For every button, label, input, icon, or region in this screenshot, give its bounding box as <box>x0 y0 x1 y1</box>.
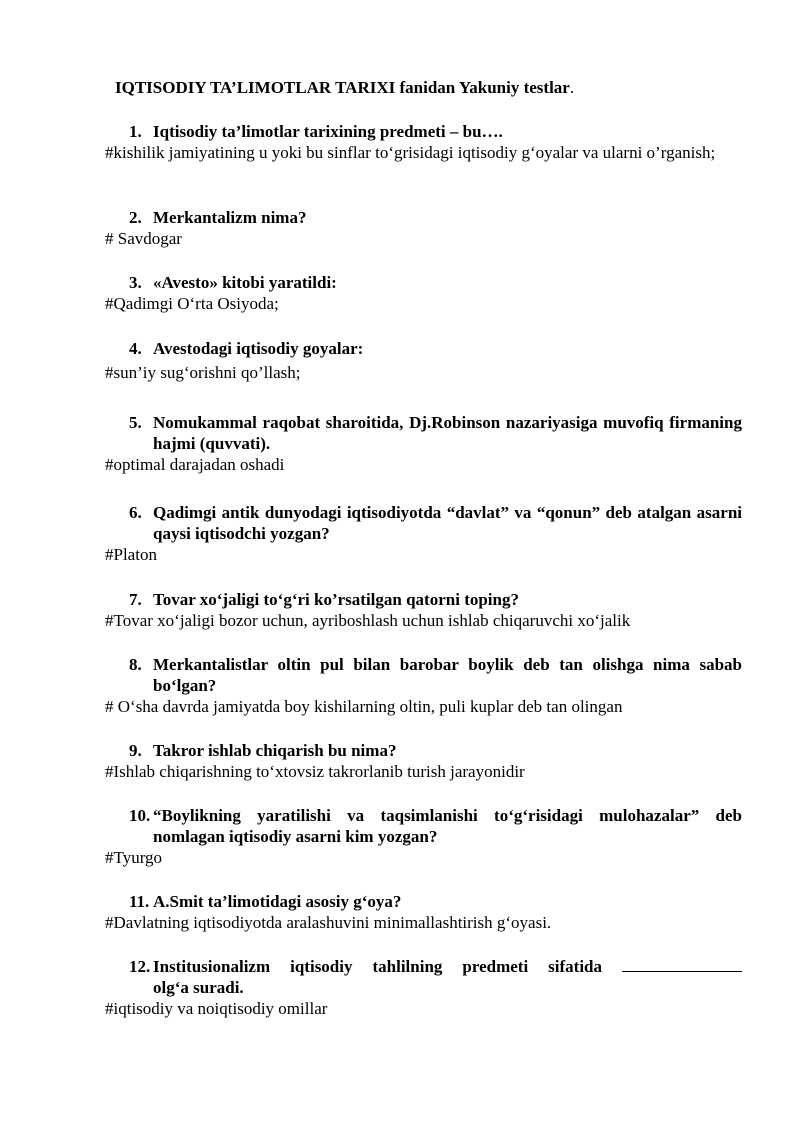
answer-text: # Savdogar <box>105 229 182 248</box>
question-heading <box>105 740 742 761</box>
question-text: A.Smit ta’limotidagi asosiy g‘oya? <box>153 892 402 911</box>
question-text: Merkantalizm nima? <box>153 208 307 227</box>
question-text: Nomukammal raqobat sharoitida, Dj.Robinson nazariyasiga muvofiq firmaning hajmi (quvvati). <box>153 413 742 453</box>
question-item <box>105 272 742 314</box>
document-title-main: IQTISODIY TA’LIMOTLAR TARIXI fanidan Yakuniy testlar <box>115 78 570 97</box>
question-text: Iqtisodiy ta’limotlar tarixining predmeti – bu…. <box>153 122 503 141</box>
question-item <box>105 502 742 565</box>
question-number: 12. <box>129 957 151 976</box>
question-heading <box>105 338 742 359</box>
answer-text: #Ishlab chiqarishning to‘xtovsiz takrorlanib turish jarayonidir <box>105 762 525 781</box>
answer-text: #optimal darajadan oshadi <box>105 455 285 474</box>
question-text: Avestodagi iqtisodiy goyalar: <box>153 339 364 358</box>
question-number: 8. <box>129 655 142 674</box>
question-number: 7. <box>129 590 142 609</box>
answer-text: #kishilik jamiyatining u yoki bu sinflar to‘grisidagi iqtisodiy g‘oyalar va ularni o’rganish; <box>105 143 716 162</box>
question-item <box>105 956 742 1019</box>
answer-text: #Platon <box>105 545 157 564</box>
question-heading <box>105 121 742 142</box>
question-item <box>105 207 742 249</box>
question-text: «Avesto» kitobi yaratildi: <box>153 273 337 292</box>
answer-text: #Tyurgo <box>105 848 163 867</box>
question-item <box>105 805 742 868</box>
question-number: 5. <box>129 413 142 432</box>
question-item <box>105 654 742 717</box>
question-text: Tovar xo‘jaligi to‘g‘ri ko’rsatilgan qatorni toping? <box>153 590 519 609</box>
question-item <box>105 121 742 163</box>
answer-blank <box>622 957 742 972</box>
question-text: Qadimgi antik dunyodagi iqtisodiyotda “davlat” va “qonun” deb atalgan asarni qaysi iqtisodchi yozgan? <box>153 503 742 543</box>
question-item <box>105 412 742 475</box>
question-item <box>105 338 742 383</box>
question-heading <box>105 589 742 610</box>
question-text: “Boylikning yaratilishi va taqsimlanishi to‘g‘risidagi mulohazalar” deb nomlagan iqtisodiy asarni kim yozgan? <box>153 806 742 846</box>
question-number: 11. <box>129 892 150 911</box>
answer-text: #Tovar xo‘jaligi bozor uchun, ayriboshlash uchun ishlab chiqaruvchi xo‘jalik <box>105 611 631 630</box>
question-number: 10. <box>129 806 151 825</box>
question-number: 2. <box>129 208 142 227</box>
answer-text: #Davlatning iqtisodiyotda aralashuvini minimallashtirish g‘oyasi. <box>105 913 552 932</box>
question-heading <box>105 891 742 912</box>
question-heading <box>105 207 742 228</box>
question-number: 3. <box>129 273 142 292</box>
question-text: Institusionalizm iqtisodiy tahlilning predmeti sifatida <box>153 957 603 976</box>
question-heading <box>105 502 742 544</box>
question-heading <box>105 956 742 998</box>
document-title <box>115 78 574 98</box>
question-text: Merkantalistlar oltin pul bilan barobar boylik deb tan olishga nima sabab bo‘lgan? <box>153 655 742 695</box>
question-heading <box>105 654 742 696</box>
question-number: 1. <box>129 122 142 141</box>
question-heading <box>105 412 742 454</box>
question-item <box>105 740 742 782</box>
answer-text: #sun’iy sug‘orishni qo’llash; <box>105 363 301 382</box>
question-item <box>105 589 742 631</box>
answer-text: #Qadimgi O‘rta Osiyoda; <box>105 294 279 313</box>
answer-text: # O‘sha davrda jamiyatda boy kishilarning oltin, puli kuplar deb tan olingan <box>105 697 623 716</box>
question-number: 6. <box>129 503 142 522</box>
document-title-period: . <box>569 78 575 97</box>
question-text: Takror ishlab chiqarish bu nima? <box>153 741 397 760</box>
answer-text: #iqtisodiy va noiqtisodiy omillar <box>105 999 328 1018</box>
question-text-line-2: olg‘a suradi. <box>153 978 244 997</box>
question-text-line-1 <box>153 956 742 977</box>
question-number: 4. <box>129 339 142 358</box>
question-heading <box>105 805 742 847</box>
question-heading <box>105 272 742 293</box>
question-item <box>105 891 742 933</box>
question-number: 9. <box>129 741 142 760</box>
